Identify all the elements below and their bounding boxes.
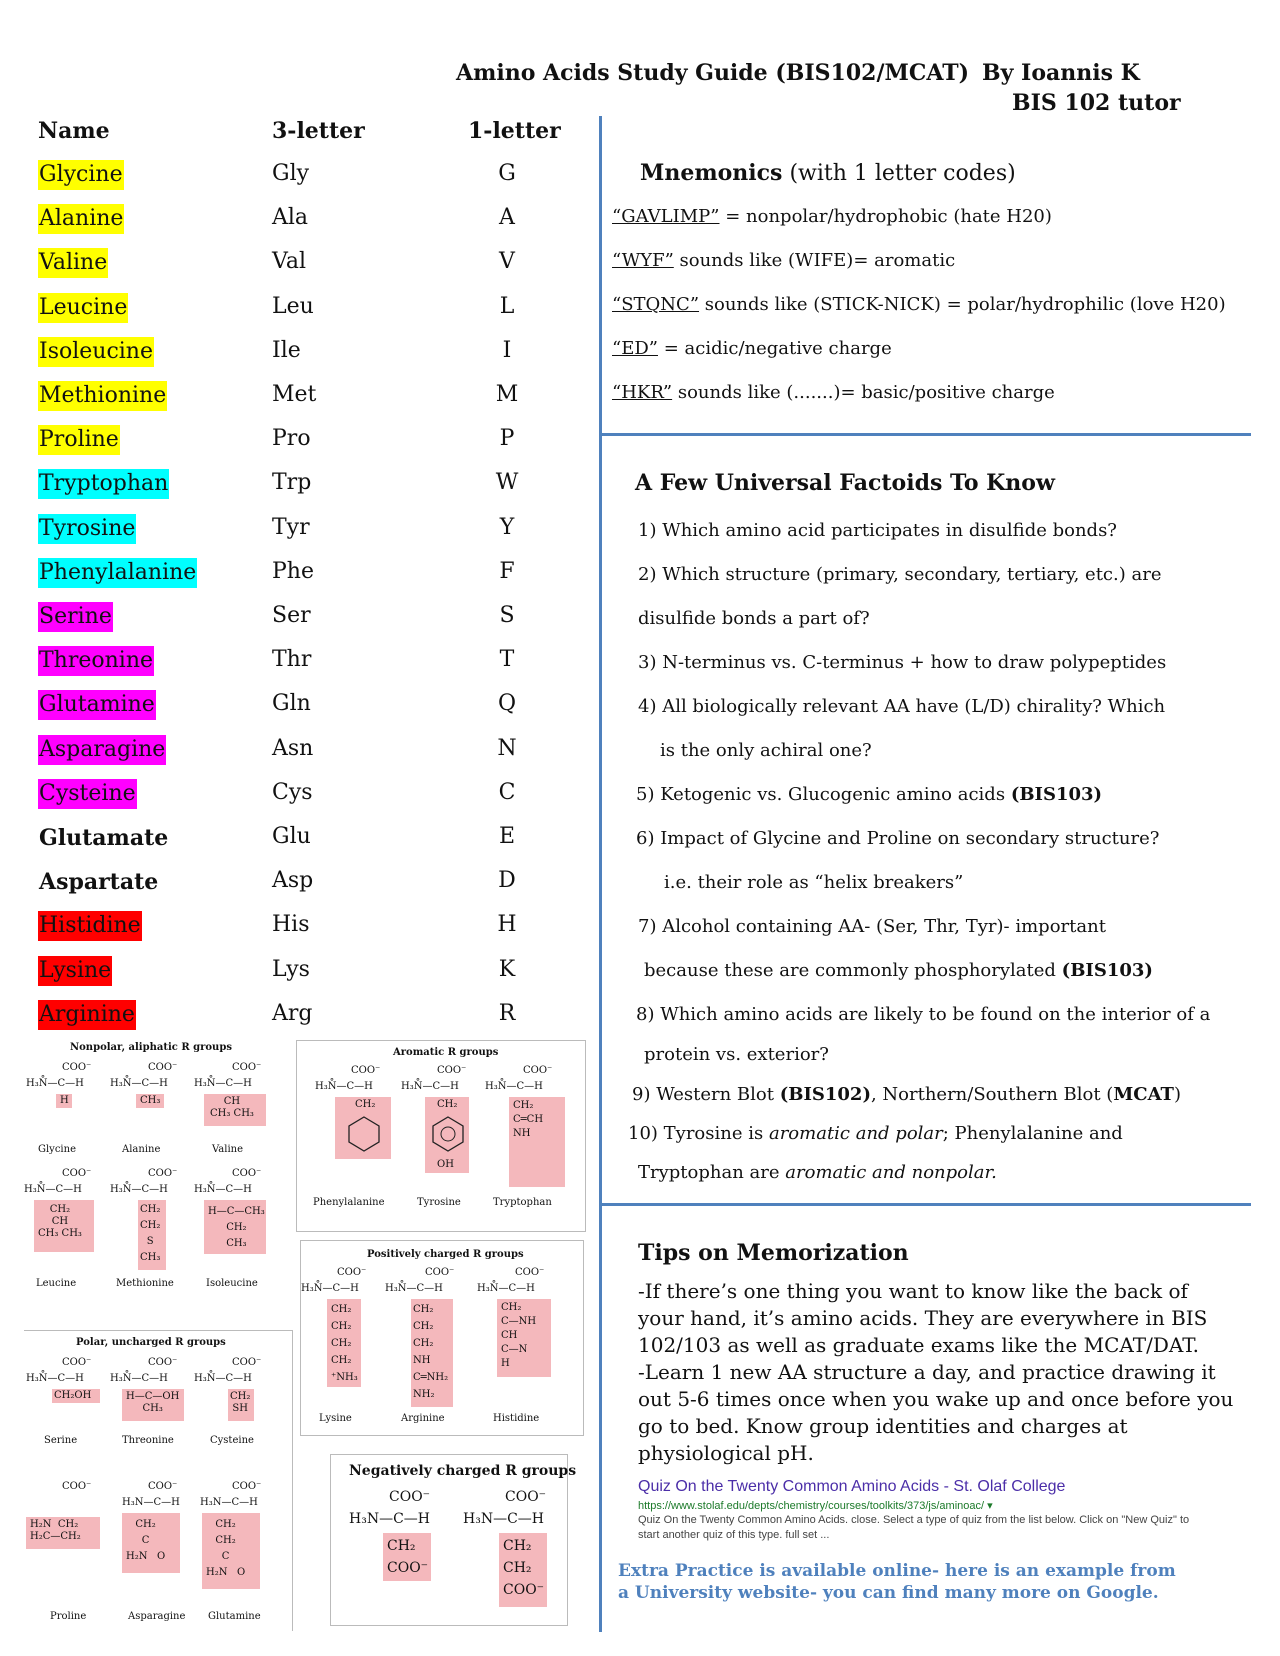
amino-acid-name: Aspartate (39, 869, 159, 896)
amino-acid-name: Phenylalanine (38, 558, 197, 588)
backbone: H₃N—C—H (349, 1511, 430, 1527)
carboxylate: COO⁻ (505, 1489, 547, 1505)
r-group: CH₃ (140, 1095, 161, 1106)
three-letter-code: Ala (272, 205, 309, 231)
backbone: H₃N̊—C—H (26, 1373, 84, 1384)
structure-label: Tyrosine (417, 1197, 461, 1208)
factoid-line: 2) Which structure (primary, secondary, tertiary, etc.) are (638, 564, 1162, 585)
panel-title: Aromatic R groups (393, 1047, 499, 1058)
structure-label: Lysine (319, 1413, 352, 1424)
backbone: H₃N̊—C—H (485, 1081, 543, 1092)
negative-structures-panel (330, 1454, 577, 1626)
factoid-line: 5) Ketogenic vs. Glucogenic amino acids (BIS103) (636, 784, 1103, 805)
section-divider (601, 1203, 1251, 1206)
document-title: Amino Acids Study Guide (BIS102/MCAT) (456, 60, 969, 86)
three-letter-code: Ile (272, 337, 301, 363)
backbone: H₃N̊—C—H (194, 1184, 252, 1195)
column-header-name: Name (38, 118, 110, 144)
amino-acid-row (0, 469, 580, 505)
carboxylate: COO⁻ (232, 1062, 262, 1073)
amino-acid-name: Proline (38, 425, 120, 455)
r-group: CH₂ C—NH CH C—N H (501, 1302, 537, 1369)
factoid-line: 10) Tyrosine is aromatic and polar; Phenylalanine and (628, 1123, 1123, 1144)
amino-acid-row (0, 956, 580, 992)
one-letter-code: Y (499, 514, 515, 540)
amino-acid-name: Threonine (38, 646, 154, 676)
amino-acid-name: Serine (38, 602, 113, 632)
factoid-line: 9) Western Blot (BIS102), Northern/Southern Blot (MCAT) (632, 1084, 1181, 1105)
amino-acid-name: Leucine (38, 293, 128, 323)
mnemonic-item (612, 382, 1055, 403)
mnemonic-code: “ED” (612, 338, 658, 359)
carboxylate: COO⁻ (232, 1357, 262, 1368)
r-group: H (60, 1095, 69, 1106)
r-group: OH (437, 1159, 454, 1170)
r-group: CH₂ SH (230, 1391, 251, 1414)
aromatic-structures-panel (296, 1040, 586, 1232)
amino-acid-row (0, 558, 580, 594)
carboxylate: COO⁻ (148, 1168, 178, 1179)
structure-label: Leucine (36, 1278, 77, 1289)
amino-acid-name: Valine (38, 248, 108, 278)
structure-label: Valine (212, 1144, 244, 1155)
backbone: H₃N̊—C—H (194, 1373, 252, 1384)
carboxylate: COO⁻ (148, 1357, 178, 1368)
panel-title: Positively charged R groups (367, 1249, 524, 1260)
search-result-url[interactable]: https://www.stolaf.edu/depts/chemistry/courses/toolkits/373/js/aminoac/ ▾ (638, 1500, 993, 1512)
backbone: H₃N̊—C—H (194, 1078, 252, 1089)
amino-acid-row (0, 514, 580, 550)
three-letter-code: Lys (272, 956, 310, 982)
three-letter-code: Gln (272, 691, 311, 717)
amino-acid-row (0, 690, 580, 726)
carboxylate: COO⁻ (148, 1062, 178, 1073)
mnemonic-code: “HKR” (612, 382, 673, 403)
factoid-line: is the only achiral one? (660, 740, 872, 761)
one-letter-code: R (498, 1000, 516, 1026)
amino-acid-row (0, 602, 580, 638)
r-group: CH₂ CH CH₃ CH₃ (38, 1204, 82, 1239)
one-letter-code: V (499, 249, 515, 275)
r-group: CH CH₃ CH₃ (210, 1096, 254, 1119)
factoid-line: disulfide bonds a part of? (638, 608, 870, 629)
carboxylate: COO⁻ (62, 1481, 92, 1492)
r-group: CH₂ CH₂ C H₂N O (206, 1519, 246, 1578)
amino-acid-name: Isoleucine (38, 337, 154, 367)
structure-label: Tryptophan (493, 1197, 552, 1208)
amino-acid-row (0, 911, 580, 947)
amino-acid-name: Arginine (38, 1000, 136, 1030)
amino-acid-row (0, 204, 580, 240)
structure-label: Proline (50, 1611, 87, 1622)
carboxylate: COO⁻ (62, 1062, 92, 1073)
structure-label: Glycine (38, 1144, 76, 1155)
one-letter-code: K (498, 956, 516, 982)
amino-acid-row (0, 867, 580, 903)
mnemonic-code: “GAVLIMP” (612, 206, 720, 227)
mnemonic-code: “WYF” (612, 250, 674, 271)
tips-paragraph: -If there’s one thing you want to know like the back of your hand, it’s amino acids. They are everywhere in BIS 102/103 as well as graduate exams like the MCAT/DAT. (638, 1279, 1208, 1357)
mnemonic-meaning: sounds like (.......)= basic/positive charge (672, 382, 1055, 403)
structure-label: Cysteine (210, 1435, 254, 1446)
factoid-line: because these are commonly phosphorylated (BIS103) (644, 960, 1153, 981)
factoid-line: 6) Impact of Glycine and Proline on secondary structure? (636, 828, 1160, 849)
mnemonic-item (612, 206, 1052, 227)
amino-acid-row (0, 823, 580, 859)
panel-title: Polar, uncharged R groups (76, 1337, 226, 1348)
extra-practice-note: Extra Practice is available online- here is an example from a University website- you can find many more on Google. (618, 1561, 1176, 1603)
three-letter-code: Phe (272, 558, 314, 584)
factoid-line: protein vs. exterior? (644, 1044, 829, 1065)
factoid-line: 4) All biologically relevant AA have (L/D) chirality? Which (638, 696, 1166, 717)
one-letter-code: C (498, 779, 516, 805)
amino-acid-name: Histidine (38, 911, 142, 941)
author-role: BIS 102 tutor (1012, 90, 1181, 116)
one-letter-code: N (497, 735, 517, 761)
backbone: H₃N̊—C—H (110, 1078, 168, 1089)
factoids-title: A Few Universal Factoids To Know (635, 470, 1055, 496)
nonpolar-structures-panel (24, 1040, 292, 1310)
backbone: H₃N̊—C—H (401, 1081, 459, 1092)
carboxylate: COO⁻ (437, 1065, 467, 1076)
backbone: H₃N̊—C—H (315, 1081, 373, 1092)
one-letter-code: L (499, 293, 515, 319)
three-letter-code: Asp (272, 868, 314, 894)
section-divider (601, 433, 1251, 436)
panel-title: Negatively charged R groups (349, 1463, 577, 1479)
amino-acid-name: Cysteine (38, 779, 137, 809)
carboxylate: COO⁻ (62, 1168, 92, 1179)
r-group: H₂N CH₂ H₂C—CH₂ (30, 1519, 81, 1542)
three-letter-code: Thr (272, 647, 312, 673)
backbone: H₃N—C—H (200, 1497, 258, 1508)
backbone: H₃N—C—H (463, 1511, 544, 1527)
structure-label: Glutamine (208, 1611, 261, 1622)
factoid-line: 7) Alcohol containing AA- (Ser, Thr, Tyr)- important (638, 916, 1106, 937)
author-name: By Ioannis K (982, 60, 1140, 86)
amino-acid-row (0, 779, 580, 815)
amino-acid-row (0, 1000, 580, 1036)
r-group: CH₂ CH₂ CH₂ CH₂ ⁺NH₃ (331, 1304, 358, 1383)
structure-label: Isoleucine (206, 1278, 258, 1289)
mnemonic-meaning: = acidic/negative charge (657, 338, 892, 359)
structure-label: Methionine (116, 1278, 174, 1289)
backbone: H₃N̊—C—H (477, 1283, 535, 1294)
r-group: CH₂ (437, 1099, 458, 1110)
one-letter-code: I (502, 337, 512, 363)
column-header-1-letter: 1-letter (468, 118, 561, 144)
factoid-line: 8) Which amino acids are likely to be found on the interior of a (636, 1004, 1211, 1025)
three-letter-code: Met (272, 382, 317, 407)
r-group: CH₂ C═CH NH (513, 1100, 544, 1139)
one-letter-code: G (498, 161, 516, 186)
mnemonic-code: “STQNC” (612, 294, 700, 315)
backbone: H₃N̊—C—H (110, 1373, 168, 1384)
three-letter-code: Asn (272, 735, 314, 761)
r-group: CH₂ C H₂N O (126, 1519, 166, 1562)
r-group: CH₂OH (54, 1390, 92, 1401)
three-letter-code: Tyr (272, 514, 310, 540)
column-header-3-letter: 3-letter (272, 118, 365, 144)
amino-acid-row (0, 646, 580, 682)
mnemonic-meaning: = nonpolar/hydrophobic (hate H20) (719, 206, 1052, 227)
r-group: CH₂ CH₂ S CH₃ (140, 1204, 161, 1263)
carboxylate: COO⁻ (425, 1267, 455, 1278)
one-letter-code: M (495, 382, 519, 407)
backbone: H₃N̊—C—H (110, 1184, 168, 1195)
one-letter-code: D (498, 868, 516, 894)
one-letter-code: A (499, 205, 515, 231)
tips-paragraph: -Learn 1 new AA structure a day, and practice drawing it out 5-6 times once when you wake up and once before you go to bed. Know group identities and charges at physiological pH. (638, 1360, 1234, 1465)
polar-structures-panel (24, 1330, 293, 1631)
factoid-line: 3) N-terminus vs. C-terminus + how to draw polypeptides (638, 652, 1167, 673)
amino-acid-name: Glycine (38, 160, 124, 190)
structure-label: Serine (44, 1435, 78, 1446)
mnemonic-meaning: sounds like (WIFE)= aromatic (673, 250, 956, 271)
one-letter-code: S (499, 603, 515, 628)
one-letter-code: P (499, 426, 515, 452)
carboxylate: COO⁻ (62, 1357, 92, 1368)
amino-acid-row (0, 735, 580, 771)
amino-acid-name: Lysine (38, 956, 112, 986)
structure-label: Arginine (401, 1413, 445, 1424)
amino-acid-name: Glutamate (39, 825, 169, 851)
factoid-line: Tryptophan are aromatic and nonpolar. (638, 1162, 997, 1183)
carboxylate: COO⁻ (351, 1065, 381, 1076)
backbone: H₃N̊—C—H (301, 1283, 359, 1294)
r-group: H—C—CH₃ CH₂ CH₃ (208, 1206, 265, 1249)
three-letter-code: Leu (272, 293, 314, 319)
three-letter-code: Arg (272, 1000, 313, 1026)
amino-acid-row (0, 248, 580, 284)
r-group: H—C—OH CH₃ (126, 1391, 180, 1414)
factoid-line: 1) Which amino acid participates in disulfide bonds? (638, 520, 1117, 541)
amino-acid-row (0, 425, 580, 461)
amino-acid-name: Alanine (38, 204, 124, 234)
panel-title: Nonpolar, aliphatic R groups (70, 1042, 232, 1053)
benzene-ring-icon (347, 1115, 381, 1153)
r-group: CH₂ COO⁻ (387, 1538, 429, 1576)
carboxylate: COO⁻ (232, 1481, 262, 1492)
one-letter-code: T (499, 647, 515, 673)
mnemonic-item (612, 294, 1226, 315)
amino-acid-row (0, 160, 580, 196)
mnemonics-subtitle: (with 1 letter codes) (789, 161, 1016, 186)
r-group: CH₂ CH₂ CH₂ NH C═NH₂ NH₂ (413, 1304, 449, 1400)
positive-structures-panel (300, 1240, 584, 1436)
carboxylate: COO⁻ (337, 1267, 367, 1278)
three-letter-code: Val (272, 249, 307, 275)
factoid-line: i.e. their role as “helix breakers” (664, 872, 964, 893)
amino-acid-name: Methionine (38, 381, 167, 411)
carboxylate: COO⁻ (515, 1267, 545, 1278)
phenol-ring-icon (431, 1115, 465, 1153)
structure-label: Phenylalanine (313, 1197, 385, 1208)
amino-acid-row (0, 381, 580, 417)
amino-acid-name: Asparagine (38, 735, 166, 765)
structure-label: Histidine (493, 1413, 540, 1424)
amino-acid-row (0, 337, 580, 373)
search-result-link[interactable]: Quiz On the Twenty Common Amino Acids - St. Olaf College (638, 1478, 1066, 1495)
amino-acid-name: Tyrosine (38, 514, 136, 544)
tips-title: Tips on Memorization (638, 1240, 909, 1266)
three-letter-code: Glu (272, 824, 311, 849)
three-letter-code: Cys (272, 779, 313, 805)
amino-acid-row (0, 293, 580, 329)
r-group: CH₂ (355, 1099, 376, 1110)
backbone: H₃N̊—C—H (26, 1078, 84, 1089)
mnemonic-item (612, 338, 892, 359)
one-letter-code: E (498, 824, 516, 849)
mnemonic-item (612, 250, 955, 271)
backbone: H₃N—C—H (122, 1497, 180, 1508)
carboxylate: COO⁻ (389, 1489, 431, 1505)
carboxylate: COO⁻ (232, 1168, 262, 1179)
carboxylate: COO⁻ (148, 1481, 178, 1492)
one-letter-code: F (499, 558, 515, 584)
amino-acid-name: Glutamine (38, 690, 156, 720)
structure-label: Threonine (122, 1435, 174, 1446)
carboxylate: COO⁻ (523, 1065, 553, 1076)
backbone: H₃N̊—C—H (385, 1283, 443, 1294)
amino-acid-name: Tryptophan (38, 469, 169, 499)
mnemonics-title: Mnemonics (640, 160, 783, 186)
three-letter-code: Trp (272, 470, 312, 496)
search-result-snippet: Quiz On the Twenty Common Amino Acids. close. Select a type of quiz from the list below. Click on "New Quiz" to start another quiz of this type. full set ... (638, 1514, 1190, 1541)
r-group: CH₂ CH₂ COO⁻ (503, 1538, 545, 1598)
one-letter-code: W (495, 470, 519, 496)
one-letter-code: H (497, 912, 517, 938)
three-letter-code: Ser (272, 603, 311, 628)
structure-label: Asparagine (128, 1611, 186, 1622)
one-letter-code: Q (497, 691, 517, 717)
structure-label: Alanine (122, 1144, 161, 1155)
mnemonic-meaning: sounds like (STICK-NICK) = polar/hydrophilic (love H20) (699, 294, 1226, 315)
three-letter-code: Gly (272, 161, 310, 186)
three-letter-code: Pro (272, 426, 311, 452)
vertical-divider (599, 116, 602, 1632)
three-letter-code: His (272, 912, 310, 938)
backbone: H₃N̊—C—H (24, 1184, 82, 1195)
mnemonics-heading (640, 160, 1016, 186)
